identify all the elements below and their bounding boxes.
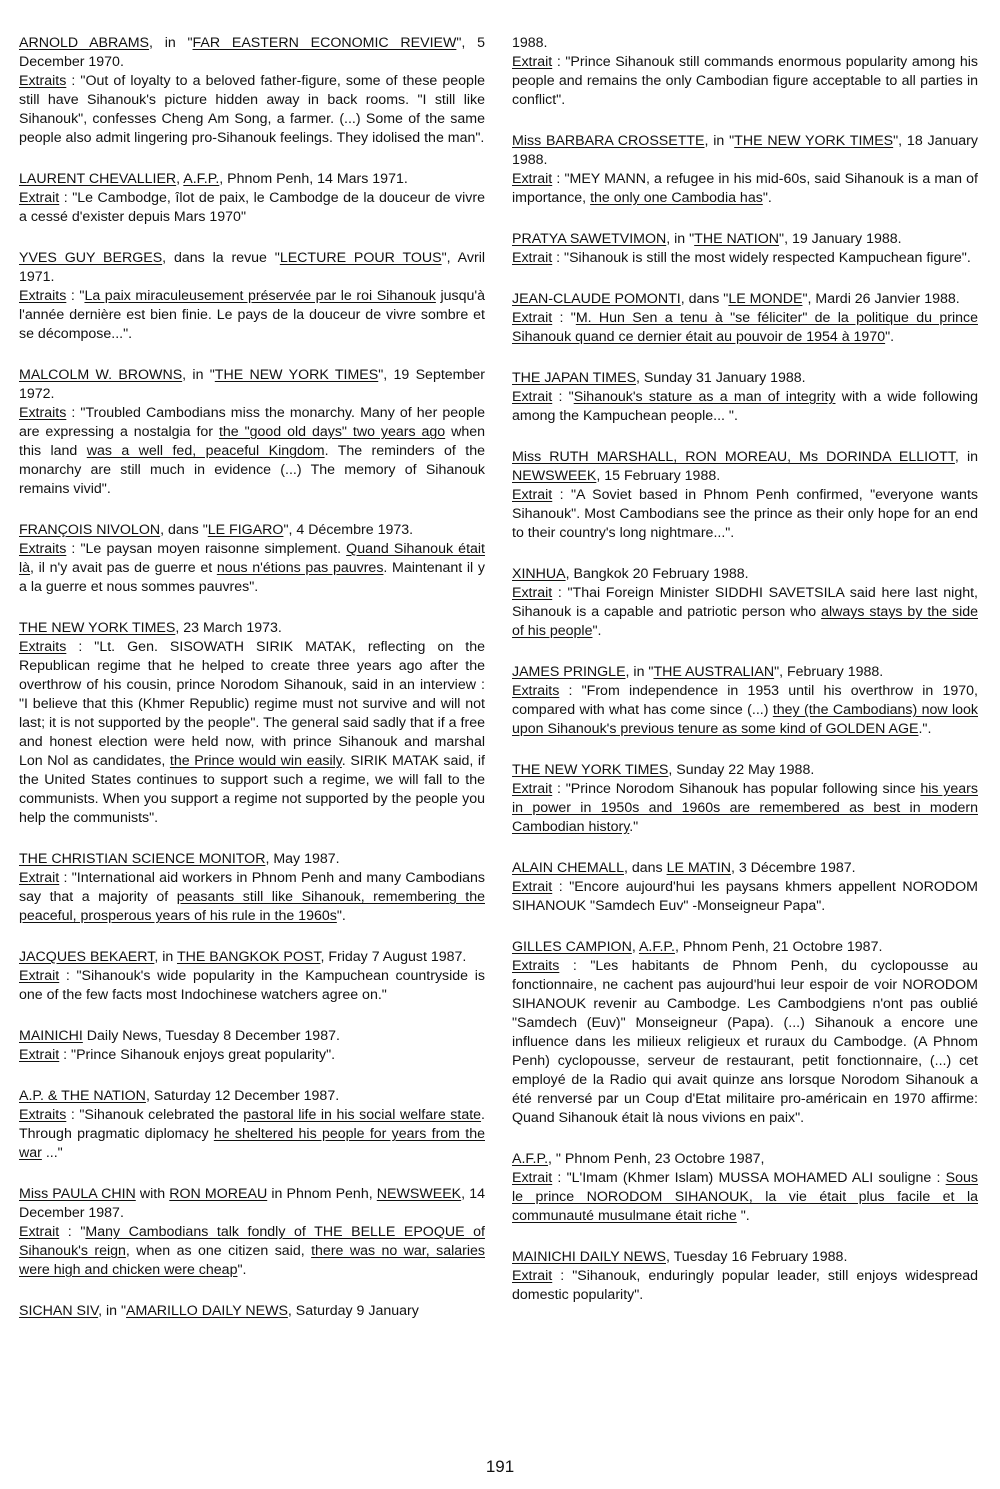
publication: XINHUA	[512, 566, 566, 582]
citation-extract	[19, 72, 485, 148]
citation-source	[512, 1150, 978, 1169]
author: RON MOREAU	[169, 1186, 268, 1202]
underlined-quote: Sihanouk's stature as a man of integrity	[573, 389, 836, 405]
extract-label: Extrait	[19, 1047, 60, 1063]
extract-label: Extraits	[19, 73, 67, 89]
citation-source	[19, 34, 485, 72]
citation-entry	[19, 170, 485, 227]
citation-entry	[19, 850, 485, 926]
citation-extract	[19, 1046, 485, 1065]
citation-entry	[512, 132, 978, 208]
underlined-quote: the Prince would win easily	[169, 753, 342, 769]
citation-entry	[512, 369, 978, 426]
citation-source	[512, 369, 978, 388]
citation-extract	[512, 170, 978, 208]
source-date: , 3 Décembre 1987.	[730, 860, 856, 876]
publication: THE NEW YORK TIMES	[19, 620, 176, 636]
citation-extract	[19, 189, 485, 227]
citation-extract	[512, 388, 978, 426]
citation-source	[512, 230, 978, 249]
citation-source	[512, 663, 978, 682]
publication: THE NEW YORK TIMES	[214, 367, 379, 383]
citation-source	[19, 619, 485, 638]
page-number: 191	[485, 1457, 515, 1476]
citation-extract	[512, 486, 978, 543]
extract-text: . Through pragmatic diplomacy	[19, 1107, 485, 1142]
underlined-quote: the "good old days" two years ago	[218, 424, 446, 440]
publication: MAINICHI DAILY NEWS	[512, 1249, 666, 1265]
extract-label: Extraits	[19, 288, 67, 304]
source-text: , in "	[666, 231, 695, 247]
citation-entry	[19, 1027, 485, 1065]
citation-entry	[512, 938, 978, 1128]
extract-text: : "	[552, 310, 576, 326]
source-text: , in "	[182, 367, 215, 383]
citation-source	[512, 761, 978, 780]
author: ALAIN CHEMALL	[512, 860, 624, 876]
extract-text: with a wide following among the Kampuchean people... ".	[512, 389, 978, 424]
author: Miss RUTH MARSHALL, RON MOREAU, Ms DORINDA ELLIOTT	[512, 449, 955, 465]
source-date: , Sunday 31 January 1988.	[636, 370, 806, 386]
publication: THE AUSTRALIAN	[653, 664, 775, 680]
extract-text: : "Out of loyalty to a beloved father-figure, some of these people still have Sihanouk's picture hidden away in back rooms. "I still like Sihanouk", confesses Cheng Am Song, a farmer. (...) Some of the same people also admit lingering pro-Sihanouk feelings. They idolised the man".	[19, 73, 485, 146]
publication: THE NEW YORK TIMES	[734, 133, 894, 149]
extract-text: , il n'y avait pas de guerre et	[30, 560, 217, 576]
extract-text: : "MEY MANN, a refugee in his mid-60s, said Sihanouk is a man of importance,	[512, 171, 978, 206]
author: LAURENT CHEVALLIER	[19, 171, 177, 187]
extract-label: Extrait	[512, 1268, 553, 1284]
source-text: , dans "	[680, 291, 729, 307]
source-text: ,	[176, 171, 184, 187]
extract-text: jusqu'à l'année dernière est bien finie. Le pays de la douceur de vivre sombre et se décompose...".	[19, 288, 485, 342]
publication: LE FIGARO	[207, 522, 284, 538]
extract-label: Extraits	[19, 1107, 67, 1123]
source-date: ", 19 January 1988.	[779, 231, 902, 247]
citation-extract	[512, 1267, 978, 1305]
author: MALCOLM W. BROWNS	[19, 367, 183, 383]
extract-text: : "Le paysan moyen raisonne simplement.	[66, 541, 347, 557]
source-date: 1988.	[512, 35, 548, 51]
extract-text: : "Encore aujourd'hui les paysans khmers appellent NORODOM SIHANOUK "Samdech Euv" -Monseigneur Papa".	[512, 879, 978, 914]
underlined-quote: the only one Cambodia has	[590, 190, 763, 206]
citation-entry	[19, 1087, 485, 1163]
citation-source	[512, 448, 978, 486]
source-date: , " Phnom Penh, 23 Octobre 1987,	[548, 1151, 765, 1167]
extract-text: : "	[66, 288, 85, 304]
citation-entry	[512, 34, 978, 110]
author: SICHAN SIV	[19, 1303, 99, 1319]
underlined-quote: La paix miraculeusement préservée par le roi Sihanouk	[84, 288, 436, 304]
citation-extract	[19, 287, 485, 344]
citation-source	[512, 132, 978, 170]
publication: THE NATION	[694, 231, 780, 247]
extract-text: : "Sihanouk, enduringly popular leader, still enjoys widespread domestic popularity".	[512, 1268, 978, 1303]
underlined-quote: pastoral life in his social welfare state	[243, 1107, 482, 1123]
source-date: , 14 December 1987.	[19, 1186, 485, 1221]
source-date: , 23 March 1973.	[175, 620, 282, 636]
citation-entry	[19, 948, 485, 1005]
citation-extract	[19, 540, 485, 597]
right-column	[512, 34, 978, 1327]
publication: LECTURE POUR TOUS	[279, 250, 442, 266]
citation-extract	[512, 309, 978, 347]
citation-extract	[512, 780, 978, 837]
publication: THE BANGKOK POST	[176, 949, 321, 965]
citation-entry	[512, 761, 978, 837]
extract-text: .".	[918, 721, 932, 737]
publication: LE MONDE	[728, 291, 803, 307]
citation-entry	[19, 366, 485, 499]
citation-entry	[512, 1150, 978, 1226]
underlined-quote: nous n'étions pas pauvres	[216, 560, 384, 576]
author: Miss BARBARA CROSSETTE	[512, 133, 705, 149]
underlined-quote: there was no war, salaries were high and chicken were cheap	[19, 1243, 485, 1278]
citation-extract	[512, 249, 978, 268]
citation-source	[19, 1087, 485, 1106]
underlined-quote: Sous le prince NORODOM SIHANOUK, la vie était plus facile et la communauté musulmane était riche	[512, 1170, 978, 1224]
underlined-quote: his years in power in 1950s and 1960s are remembered as best in modern Cambodian history	[512, 781, 978, 835]
source-text: , dans la revue "	[162, 250, 280, 266]
extract-label: Extrait	[512, 879, 553, 895]
citation-entry	[512, 290, 978, 347]
extract-text: : "International aid workers in Phnom Penh and many Cambodians say that a majority of	[19, 870, 485, 905]
underlined-quote: they (the Cambodians) now look upon Sihanouk's previous tenure as some kind of GOLDEN AGE	[512, 702, 978, 737]
author: FRANÇOIS NIVOLON	[19, 522, 161, 538]
extract-text: , when as one citizen said,	[125, 1243, 312, 1259]
source-date: ", 5 December 1970.	[19, 35, 485, 70]
source-text: , in	[954, 449, 978, 465]
citation-source	[512, 290, 978, 309]
extract-text: : "Prince Sihanouk enjoys great popularity".	[59, 1047, 336, 1063]
citation-entry	[512, 859, 978, 916]
extract-text: ".	[736, 1208, 750, 1224]
publication: THE JAPAN TIMES	[512, 370, 637, 386]
publication: NEWSWEEK	[376, 1186, 462, 1202]
extract-text: : "Troubled Cambodians miss the monarchy. Many of her people are expressing a nostalgia for	[19, 405, 485, 440]
extract-label: Extraits	[19, 639, 67, 655]
extract-label: Extrait	[512, 389, 553, 405]
citation-entry	[19, 1185, 485, 1280]
author: YVES GUY BERGES	[19, 250, 163, 266]
extract-text: ."	[629, 819, 639, 835]
source-date: ", Mardi 26 Janvier 1988.	[802, 291, 960, 307]
publication: A.P. & THE NATION	[19, 1088, 146, 1104]
publication: LE MATIN	[666, 860, 731, 876]
author: PRATYA SAWETVIMON	[512, 231, 667, 247]
extract-text: : "	[552, 389, 574, 405]
source-text: , in "	[149, 35, 193, 51]
citation-source	[19, 1185, 485, 1223]
citation-source	[19, 850, 485, 869]
extract-label: Extrait	[19, 968, 60, 984]
extract-label: Extrait	[19, 190, 60, 206]
extract-text: : "Le Cambodge, îlot de paix, le Cambodge de la douceur de vivre a cessé d'exister depuis Mars 1970"	[19, 190, 485, 225]
source-text: , in	[154, 949, 177, 965]
underlined-quote: peasants still like Sihanouk, remembering the peaceful, prosperous years of his rule in the 1960s	[19, 889, 485, 924]
extract-text: ".	[336, 908, 346, 924]
source-date: , Saturday 9 January	[287, 1303, 419, 1319]
extract-label: Extrait	[512, 310, 553, 326]
citation-extract	[512, 957, 978, 1128]
extract-text: . SIRIK MATAK said, if the United States continues to support such a regime, we will fall to the communists. When you support a regime not supported by the people you help the communists".	[19, 753, 486, 826]
underlined-quote: Quand Sihanouk était là	[19, 541, 485, 576]
citation-source	[19, 1302, 485, 1321]
citation-extract	[512, 682, 978, 739]
citation-entry	[19, 1302, 485, 1321]
underlined-quote: was a well fed, peaceful Kingdom	[86, 443, 325, 459]
publication: FAR EASTERN ECONOMIC REVIEW	[192, 35, 457, 51]
extract-text: : "Sihanouk is still the most widely respected Kampuchean figure".	[552, 250, 971, 266]
extract-text: ..."	[41, 1145, 63, 1161]
underlined-quote: Many Cambodians talk fondly of THE BELLE EPOQUE of Sihanouk's reign	[19, 1224, 485, 1259]
extract-label: Extrait	[512, 781, 553, 797]
citation-entry	[512, 565, 978, 641]
citation-extract	[19, 404, 485, 499]
citation-entry	[512, 1248, 978, 1305]
extract-label: Extrait	[512, 1170, 553, 1186]
extract-label: Extrait	[19, 1224, 60, 1240]
citation-extract	[512, 584, 978, 641]
citation-entry	[19, 249, 485, 344]
extract-text: ".	[762, 190, 772, 206]
source-date: , Phnom Penh, 21 Octobre 1987.	[674, 939, 883, 955]
extract-text: ".	[237, 1262, 247, 1278]
underlined-quote: M. Hun Sen a tenu à "se féliciter" de la politique du prince Sihanouk quand ce dernier était au pouvoir de 1954 à 1970	[512, 310, 978, 345]
underlined-quote: he sheltered his people for years from the war	[19, 1126, 485, 1161]
source-text: , in "	[625, 664, 654, 680]
extract-label: Extrait	[19, 870, 60, 886]
citation-source	[512, 859, 978, 878]
source-date: Daily News, Tuesday 8 December 1987.	[82, 1028, 340, 1044]
citation-entry	[512, 448, 978, 543]
citation-source	[512, 938, 978, 957]
extract-label: Extrait	[512, 487, 553, 503]
citation-source	[512, 34, 978, 53]
citation-source	[19, 170, 485, 189]
author: JAMES PRINGLE	[512, 664, 626, 680]
extract-text: ".	[592, 623, 602, 639]
extract-label: Extraits	[19, 541, 67, 557]
author: JACQUES BEKAERT	[19, 949, 155, 965]
source-date: ", 19 September 1972.	[19, 367, 485, 402]
publication: A.F.P.	[183, 171, 220, 187]
extract-label: Extrait	[512, 171, 553, 187]
author: GILLES CAMPION	[512, 939, 632, 955]
publication: NEWSWEEK	[512, 468, 597, 484]
extract-text: : "	[59, 1224, 86, 1240]
source-date: ", 18 January 1988.	[512, 133, 978, 168]
source-text: in Phnom Penh,	[267, 1186, 377, 1202]
citation-entry	[19, 619, 485, 828]
extract-text: : "A Soviet based in Phnom Penh confirmed, "everyone wants Sihanouk". Most Cambodians see the prince as their only hope for an end to their country's long nightmare...".	[512, 487, 978, 541]
extract-label: Extraits	[512, 683, 560, 699]
citation-extract	[19, 638, 485, 828]
citation-extract	[19, 1106, 485, 1163]
source-date: , Tuesday 16 February 1988.	[665, 1249, 848, 1265]
citation-entry	[512, 663, 978, 739]
source-date: , Phnom Penh, 14 Mars 1971.	[219, 171, 408, 187]
extract-text: : "Sihanouk's wide popularity in the Kampuchean countryside is one of the few facts most Indochinese watchers agree on."	[19, 968, 485, 1003]
left-column	[19, 34, 485, 1343]
extract-text: : "Les habitants de Phnom Penh, du cyclopousse au fonctionnaire, ne cachent pas aujourd'hui leur espoir de voir NORODOM SIHANOUK revenir au Cambodge. Les Cambodgiens n'ont pas oublié "Samdech (Euv)" Monseigneur (Papa). (...) Sihanouk a encore une influence dans les milieux religieux et ruraux du Cambodge. (A Phnom Penh) cyclopousse, serveur de restaurant, petit fonctionnaire, (...) cet employé de la Radio qui avait quinze ans lorsque Norodom Sihanouk a été renversé par un Coup d'Etat militaire pro-américain en 1970 affirme: Quand Sihanouk était là nous vivions en paix".	[512, 958, 978, 1126]
source-date: , May 1987.	[265, 851, 340, 867]
citation-source	[19, 948, 485, 967]
extract-text: : "Lt. Gen. SISOWATH SIRIK MATAK, reflecting on the Republican regime that he helped to create three years ago after the overthrow of his cousin, prince Norodom Sihanouk, said in an interview : "I believe that this (Khmer Republic) regime must not survive and will not last; it is not supported by the people". The general said sadly that if a free and honest election were held now, with prince Sihanouk and marshal Lon Nol as candidates,	[19, 639, 485, 769]
extract-text: : "From independence in 1953 until his overthrow in 1970, compared with what has come since (...)	[512, 683, 978, 718]
extract-text: . The reminders of the monarchy are still much in evidence (...) The memory of Sihanouk remains vivid".	[19, 443, 485, 497]
extract-text: . Maintenant il y a la guerre et nous sommes pauvres".	[19, 560, 485, 595]
underlined-quote: always stays by the side of his people	[512, 604, 978, 639]
extract-text: : "Prince Sihanouk still commands enormous popularity among his people and remains the only Cambodian figure acceptable to all parties in conflict".	[512, 54, 978, 108]
source-date: , Saturday 12 December 1987.	[145, 1088, 340, 1104]
author: Miss PAULA CHIN	[19, 1186, 136, 1202]
publication: MAINICHI	[19, 1028, 83, 1044]
citation-entry	[19, 34, 485, 148]
source-date: ", Avril 1971.	[19, 250, 485, 285]
publication: THE NEW YORK TIMES	[512, 762, 669, 778]
publication: A.F.P.	[638, 939, 675, 955]
citation-extract	[512, 53, 978, 110]
publication: A.F.P.	[512, 1151, 549, 1167]
citation-source	[512, 1248, 978, 1267]
source-text: , dans "	[160, 522, 208, 538]
citation-source	[19, 1027, 485, 1046]
citation-extract	[512, 1169, 978, 1226]
extract-label: Extraits	[19, 405, 67, 421]
extract-text: when this land	[19, 424, 485, 459]
extract-label: Extraits	[512, 958, 560, 974]
source-text: , in "	[98, 1303, 127, 1319]
citation-source	[19, 521, 485, 540]
extract-label: Extrait	[512, 250, 553, 266]
citation-entry	[512, 230, 978, 268]
extract-label: Extrait	[512, 54, 553, 70]
publication: THE CHRISTIAN SCIENCE MONITOR	[19, 851, 266, 867]
source-date: , Sunday 22 May 1988.	[668, 762, 815, 778]
citation-extract	[19, 1223, 485, 1280]
citation-source	[19, 249, 485, 287]
source-date: , Friday 7 August 1987.	[320, 949, 467, 965]
author: JEAN-CLAUDE POMONTI	[512, 291, 681, 307]
source-text: with	[135, 1186, 170, 1202]
extract-text: ".	[885, 329, 895, 345]
citation-extract	[19, 967, 485, 1005]
extract-label: Extrait	[512, 585, 553, 601]
citation-extract	[512, 878, 978, 916]
extract-text: : "L'Imam (Khmer Islam) MUSSA MOHAMED ALI souligne :	[552, 1170, 946, 1186]
source-date: ", 4 Décembre 1973.	[283, 522, 414, 538]
citation-extract	[19, 869, 485, 926]
citation-source	[512, 565, 978, 584]
source-date: ", February 1988.	[774, 664, 884, 680]
source-text: ,	[631, 939, 639, 955]
citation-entry	[19, 521, 485, 597]
extract-text: : "Thai Foreign Minister SIDDHI SAVETSILA said here last night, Sihanouk is a capable and patriotic person who	[512, 585, 978, 620]
extract-text: : "Sihanouk celebrated the	[66, 1107, 244, 1123]
source-text: , in "	[704, 133, 735, 149]
extract-text: : "Prince Norodom Sihanouk has popular following since	[552, 781, 921, 797]
source-date: , 15 February 1988.	[596, 468, 721, 484]
publication: AMARILLO DAILY NEWS	[126, 1303, 288, 1319]
author: ARNOLD ABRAMS	[19, 35, 150, 51]
source-text: , dans	[623, 860, 667, 876]
citation-source	[19, 366, 485, 404]
source-date: , Bangkok 20 February 1988.	[565, 566, 749, 582]
